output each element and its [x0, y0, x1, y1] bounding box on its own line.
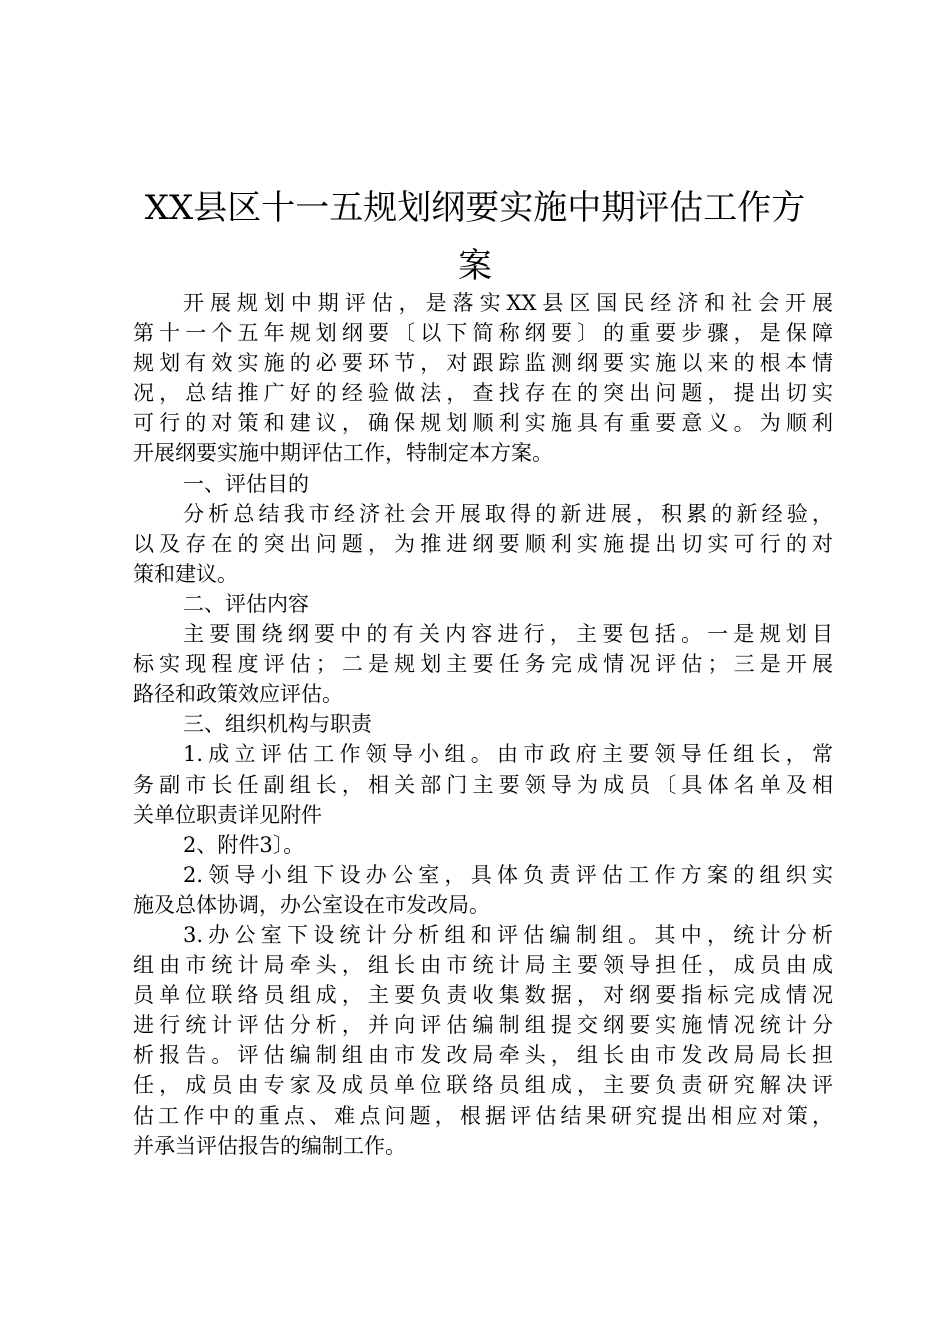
paragraph-line: 施及总体协调，办公室设在市发改局。 — [133, 892, 490, 917]
paragraph-line: 以及存在的突出问题，为推进纲要顺利实施提出切实可行的对 — [133, 531, 833, 556]
paragraph-line: 2、附件3〕。 — [183, 832, 305, 857]
paragraph-line: 1.成立评估工作领导小组。由市政府主要领导任组长，常 — [183, 742, 833, 767]
paragraph-line: 务副市长任副组长，相关部门主要领导为成员〔具体名单及相 — [133, 772, 833, 797]
paragraph-line: 第十一个五年规划纲要〔以下简称纲要〕的重要步骤，是保障 — [133, 321, 833, 346]
paragraph-line: 员单位联络员组成，主要负责收集数据，对纲要指标完成情况 — [133, 983, 833, 1008]
section-heading: 二、评估内容 — [183, 591, 309, 616]
paragraph-line: 任，成员由专家及成员单位联络员组成，主要负责研究解决评 — [133, 1073, 833, 1098]
paragraph-line: 策和建议。 — [133, 561, 238, 586]
paragraph-line: 开展规划中期评估，是落实XX县区国民经济和社会开展 — [183, 291, 833, 315]
paragraph-line: 分析总结我市经济社会开展取得的新进展，积累的新经验， — [183, 501, 833, 526]
paragraph-line: 主要围绕纲要中的有关内容进行，主要包括。一是规划目 — [183, 622, 833, 647]
section-heading: 一、评估目的 — [183, 471, 309, 496]
document-body — [133, 288, 833, 1161]
section-heading: 三、组织机构与职责 — [183, 712, 372, 737]
paragraph-line: 况，总结推广好的经验做法，查找存在的突出问题，提出切实 — [133, 381, 833, 406]
paragraph-line: 标实现程度评估；二是规划主要任务完成情况评估；三是开展 — [133, 652, 833, 677]
paragraph-line: 2.领导小组下设办公室，具体负责评估工作方案的组织实 — [183, 862, 833, 887]
paragraph-line: 进行统计评估分析，并向评估编制组提交纲要实施情况统计分 — [133, 1013, 833, 1038]
paragraph-line: 路径和政策效应评估。 — [133, 682, 343, 707]
paragraph-line: 组由市统计局牵头，组长由市统计局主要领导担任，成员由成 — [133, 953, 833, 978]
document-title-line-1: XX县区十一五规划纲要实施中期评估工作方 — [144, 188, 806, 228]
paragraph-line: 并承当评估报告的编制工作。 — [133, 1133, 406, 1158]
paragraph-line: 估工作中的重点、难点问题，根据评估结果研究提出相应对策， — [133, 1103, 833, 1128]
paragraph-line: 开展纲要实施中期评估工作，特制定本方案。 — [133, 441, 553, 466]
document-title-line-2: 案 — [458, 246, 492, 286]
paragraph-line: 规划有效实施的必要环节，对跟踪监测纲要实施以来的根本情 — [133, 351, 833, 376]
paragraph-line: 关单位职责详见附件 — [133, 802, 322, 827]
paragraph-line: 可行的对策和建议，确保规划顺利实施具有重要意义。为顺利 — [133, 411, 833, 436]
paragraph-line: 析报告。评估编制组由市发改局牵头，组长由市发改局局长担 — [133, 1043, 833, 1068]
paragraph-line: 3.办公室下设统计分析组和评估编制组。其中，统计分析 — [183, 922, 833, 947]
